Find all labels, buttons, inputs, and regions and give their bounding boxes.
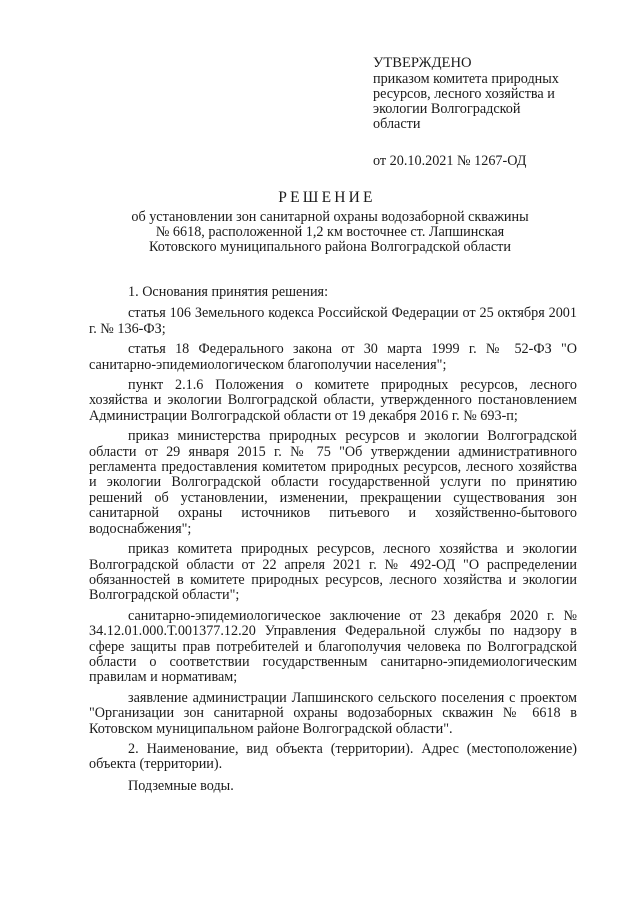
- subtitle-line: Котовского муниципального района Волгоградской области: [149, 239, 511, 255]
- subtitle-line: об установлении зон санитарной охраны водозаборной скважины: [131, 209, 529, 225]
- paragraph-application: заявление администрации Лапшинского сельского поселения с проектом "Организации зон санитарной охраны водозаборных скважин № 6618 в Котовском муниципальном районе Волгоградской области".: [89, 689, 577, 737]
- section-heading-name: 2. Наименование, вид объекта (территории). Адрес (местоположение) объекта (территории).: [89, 740, 577, 773]
- paragraph-federal-law: статья 18 Федерального закона от 30 марта 1999 г. № 52-ФЗ "О санитарно-эпидемиологическом благополучии населения";: [89, 341, 577, 373]
- document-heading: РЕШЕНИЕ: [278, 189, 376, 206]
- paragraph-sanitary-conclusion: санитарно-эпидемиологическое заключение от 23 декабря 2020 г. № 34.12.01.000.Т.001377.12.20 Управления Федеральной службы по надзору в сфере защиты прав потребителей и благополучия человека по Волгоградской области о соответствии государственным санитарно-эпидемиологическим правилам и нормативам;: [89, 607, 577, 686]
- approval-line: области: [373, 116, 421, 132]
- section-heading-grounds: 1. Основания принятия решения:: [128, 284, 329, 300]
- document-body: [89, 285, 577, 800]
- approval-line: приказом комитета природных: [373, 71, 559, 87]
- paragraph-ministry-order: приказ министерства природных ресурсов и экологии Волгоградской области от 29 января 2015 г. № 75 "Об утверждении административного регламента предоставления комитетом природных ресурсов, лесного хозяйства и экологии Волгоградской области государственной услуги по принятию решений об установлении, изменении, прекращении существования зон санитарной охраны источников питьевого и хозяйственно-бытового водоснабжения";: [89, 428, 577, 537]
- approval-date: от 20.10.2021 № 1267-ОД: [373, 153, 527, 169]
- approval-title: УТВЕРЖДЕНО: [373, 55, 472, 71]
- approval-stamp: [373, 56, 603, 169]
- subtitle-line: № 6618, расположенной 1,2 км восточнее ст. Лапшинская: [155, 224, 505, 240]
- paragraph-regulation: пункт 2.1.6 Положения о комитете природных ресурсов, лесного хозяйства и экологии Волгоградской области, утвержденного постановлением Администрации Волгоградской области от 19 декабря 2016 г. № 693-п;: [89, 377, 577, 424]
- paragraph-land-code: статья 106 Земельного кодекса Российской Федерации от 25 октября 2001 г. № 136-ФЗ;: [89, 305, 577, 337]
- document-subtitle: [100, 210, 560, 255]
- approval-line: ресурсов, лесного хозяйства и: [373, 86, 555, 102]
- paragraph-groundwater: Подземные воды.: [128, 777, 234, 794]
- approval-line: экологии Волгоградской: [373, 101, 521, 117]
- paragraph-committee-order: приказ комитета природных ресурсов, лесного хозяйства и экологии Волгоградской области от 22 апреля 2021 г. № 492-ОД "О распределении обязанностей в комитете природных ресурсов, лесного хозяйства и экологии Волгоградской области";: [89, 541, 577, 604]
